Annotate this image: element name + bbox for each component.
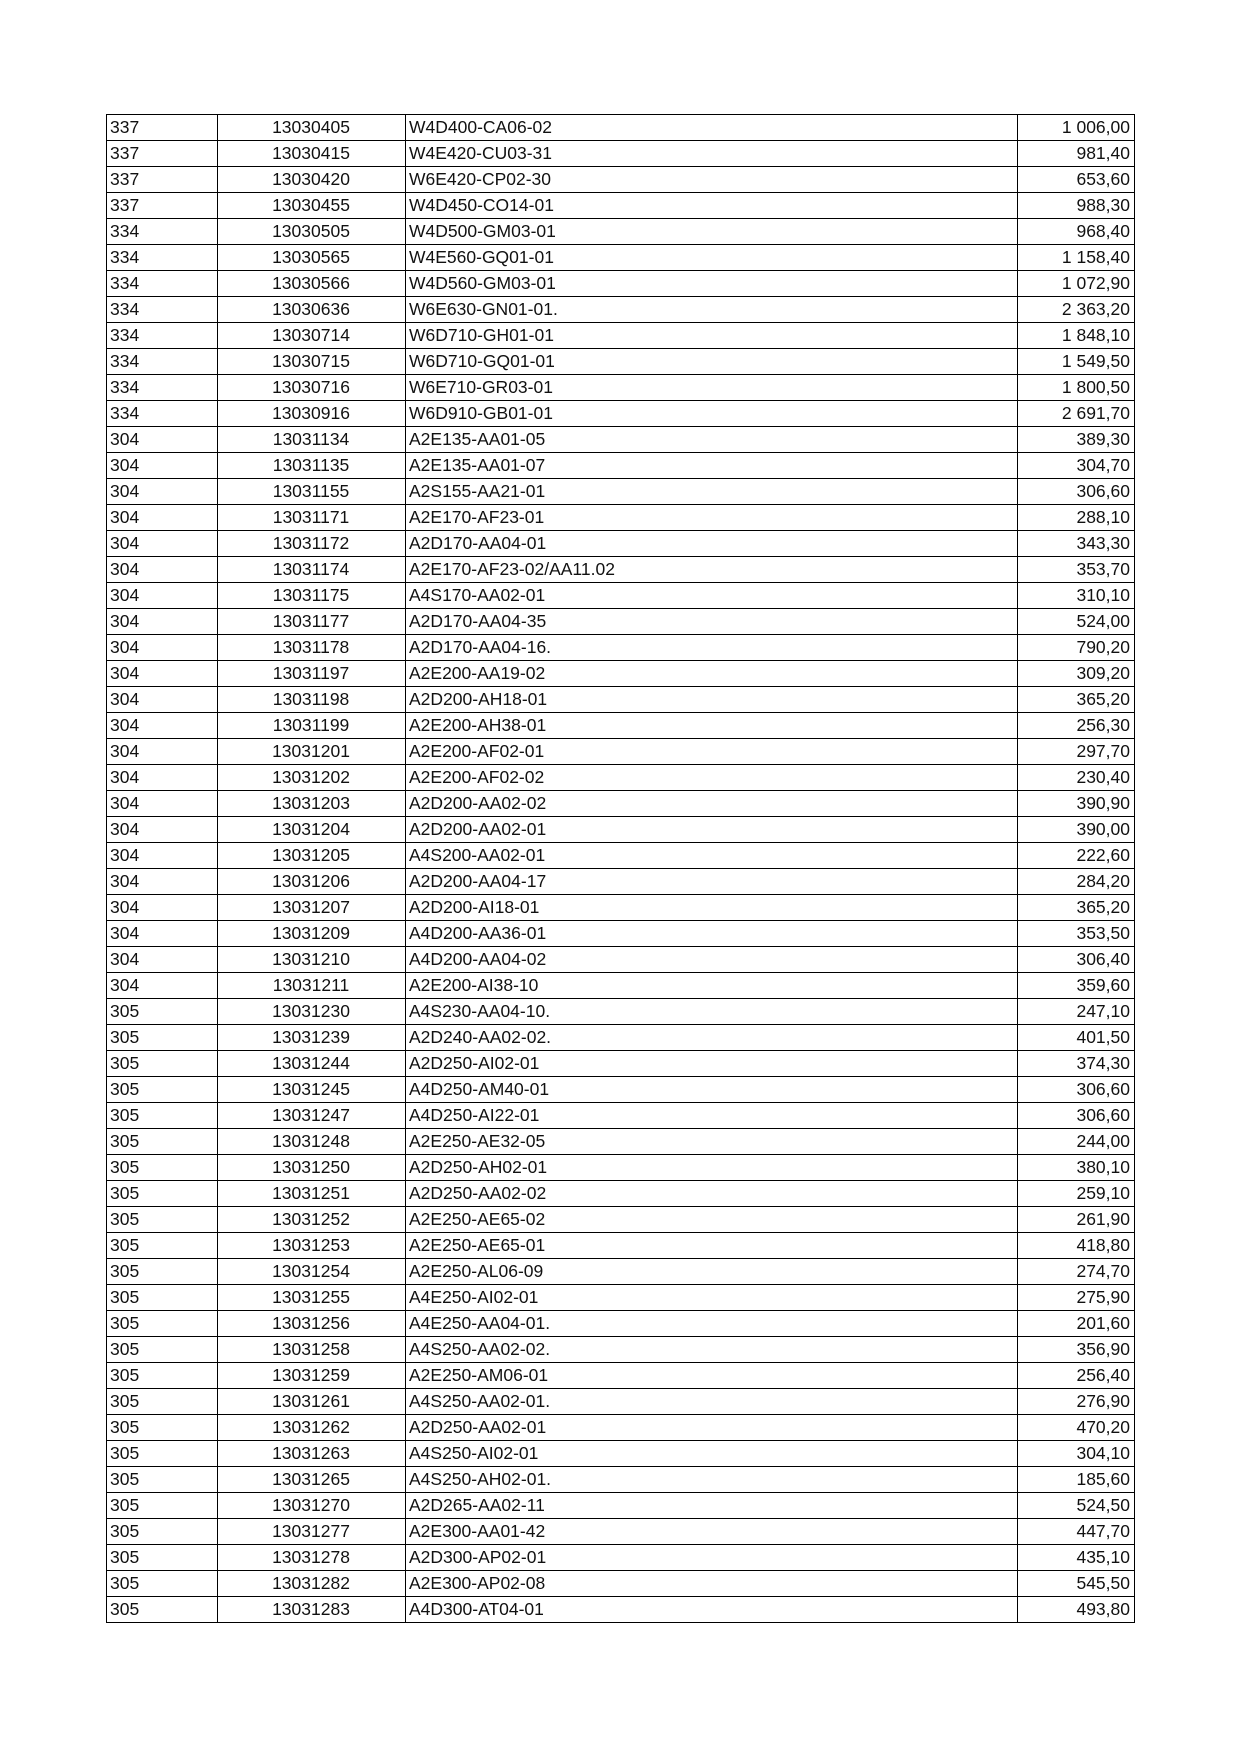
article-number-cell: 13031206 [218, 869, 406, 895]
group-code-cell: 304 [107, 921, 218, 947]
price-cell: 275,90 [1018, 1285, 1135, 1311]
table-row [107, 739, 1135, 765]
group-code-cell: 334 [107, 375, 218, 401]
reference-cell: A4S200-AA02-01 [406, 843, 1018, 869]
article-number-cell: 13030566 [218, 271, 406, 297]
group-code-cell: 304 [107, 817, 218, 843]
price-cell: 297,70 [1018, 739, 1135, 765]
reference-cell: A2D200-AI18-01 [406, 895, 1018, 921]
price-cell: 401,50 [1018, 1025, 1135, 1051]
price-cell: 389,30 [1018, 427, 1135, 453]
table-row [107, 1051, 1135, 1077]
group-code-cell: 305 [107, 1467, 218, 1493]
table-row [107, 843, 1135, 869]
group-code-cell: 337 [107, 115, 218, 141]
price-cell: 988,30 [1018, 193, 1135, 219]
table-row [107, 1597, 1135, 1623]
price-cell: 968,40 [1018, 219, 1135, 245]
table-row [107, 1337, 1135, 1363]
group-code-cell: 337 [107, 141, 218, 167]
table-row [107, 1519, 1135, 1545]
price-cell: 247,10 [1018, 999, 1135, 1025]
table-row [107, 1467, 1135, 1493]
reference-cell: A2D250-AA02-02 [406, 1181, 1018, 1207]
group-code-cell: 304 [107, 739, 218, 765]
table-row [107, 1129, 1135, 1155]
reference-cell: A4D250-AI22-01 [406, 1103, 1018, 1129]
price-cell: 365,20 [1018, 895, 1135, 921]
reference-cell: A2D250-AH02-01 [406, 1155, 1018, 1181]
table-row [107, 349, 1135, 375]
reference-cell: A2E200-AA19-02 [406, 661, 1018, 687]
reference-cell: A2D200-AA02-02 [406, 791, 1018, 817]
reference-cell: A2E170-AF23-01 [406, 505, 1018, 531]
article-number-cell: 13031174 [218, 557, 406, 583]
group-code-cell: 334 [107, 271, 218, 297]
price-cell: 306,60 [1018, 1077, 1135, 1103]
group-code-cell: 304 [107, 531, 218, 557]
table-row [107, 531, 1135, 557]
group-code-cell: 337 [107, 193, 218, 219]
article-number-cell: 13031207 [218, 895, 406, 921]
reference-cell: W6D910-GB01-01 [406, 401, 1018, 427]
price-cell: 201,60 [1018, 1311, 1135, 1337]
price-cell: 1 006,00 [1018, 115, 1135, 141]
price-cell: 259,10 [1018, 1181, 1135, 1207]
table-row [107, 193, 1135, 219]
price-table [106, 114, 1135, 1623]
table-row [107, 999, 1135, 1025]
reference-cell: A2D240-AA02-02. [406, 1025, 1018, 1051]
reference-cell: A2E250-AE32-05 [406, 1129, 1018, 1155]
table-row [107, 1181, 1135, 1207]
table-row [107, 115, 1135, 141]
article-number-cell: 13031204 [218, 817, 406, 843]
article-number-cell: 13031202 [218, 765, 406, 791]
group-code-cell: 305 [107, 1441, 218, 1467]
table-row [107, 505, 1135, 531]
price-cell: 274,70 [1018, 1259, 1135, 1285]
article-number-cell: 13031244 [218, 1051, 406, 1077]
article-number-cell: 13030916 [218, 401, 406, 427]
table-row [107, 817, 1135, 843]
article-number-cell: 13031261 [218, 1389, 406, 1415]
table-row [107, 713, 1135, 739]
reference-cell: A2D170-AA04-16. [406, 635, 1018, 661]
group-code-cell: 305 [107, 1545, 218, 1571]
reference-cell: A2E200-AH38-01 [406, 713, 1018, 739]
price-cell: 981,40 [1018, 141, 1135, 167]
group-code-cell: 304 [107, 453, 218, 479]
reference-cell: A4S250-AA02-02. [406, 1337, 1018, 1363]
article-number-cell: 13031252 [218, 1207, 406, 1233]
article-number-cell: 13031259 [218, 1363, 406, 1389]
article-number-cell: 13030636 [218, 297, 406, 323]
article-number-cell: 13031254 [218, 1259, 406, 1285]
reference-cell: A4D250-AM40-01 [406, 1077, 1018, 1103]
reference-cell: A4D200-AA04-02 [406, 947, 1018, 973]
price-cell: 1 800,50 [1018, 375, 1135, 401]
article-number-cell: 13031135 [218, 453, 406, 479]
price-cell: 261,90 [1018, 1207, 1135, 1233]
table-row [107, 921, 1135, 947]
price-cell: 256,30 [1018, 713, 1135, 739]
group-code-cell: 305 [107, 1415, 218, 1441]
group-code-cell: 304 [107, 973, 218, 999]
reference-cell: A2E250-AM06-01 [406, 1363, 1018, 1389]
group-code-cell: 334 [107, 219, 218, 245]
price-cell: 524,00 [1018, 609, 1135, 635]
price-cell: 1 549,50 [1018, 349, 1135, 375]
group-code-cell: 305 [107, 1233, 218, 1259]
price-cell: 222,60 [1018, 843, 1135, 869]
group-code-cell: 334 [107, 245, 218, 271]
price-cell: 356,90 [1018, 1337, 1135, 1363]
reference-cell: A2D200-AH18-01 [406, 687, 1018, 713]
table-row [107, 1415, 1135, 1441]
price-cell: 343,30 [1018, 531, 1135, 557]
reference-cell: W4D400-CA06-02 [406, 115, 1018, 141]
table-row [107, 1259, 1135, 1285]
reference-cell: A2D200-AA04-17 [406, 869, 1018, 895]
group-code-cell: 304 [107, 713, 218, 739]
price-cell: 306,60 [1018, 1103, 1135, 1129]
table-row [107, 427, 1135, 453]
article-number-cell: 13031255 [218, 1285, 406, 1311]
article-number-cell: 13031155 [218, 479, 406, 505]
article-number-cell: 13031253 [218, 1233, 406, 1259]
table-row [107, 1233, 1135, 1259]
price-cell: 359,60 [1018, 973, 1135, 999]
reference-cell: A4S250-AH02-01. [406, 1467, 1018, 1493]
article-number-cell: 13031209 [218, 921, 406, 947]
article-number-cell: 13031277 [218, 1519, 406, 1545]
table-row [107, 1311, 1135, 1337]
article-number-cell: 13030714 [218, 323, 406, 349]
article-number-cell: 13031282 [218, 1571, 406, 1597]
article-number-cell: 13030565 [218, 245, 406, 271]
article-number-cell: 13030716 [218, 375, 406, 401]
price-cell: 435,10 [1018, 1545, 1135, 1571]
group-code-cell: 304 [107, 505, 218, 531]
reference-cell: A2D300-AP02-01 [406, 1545, 1018, 1571]
table-row [107, 141, 1135, 167]
price-cell: 244,00 [1018, 1129, 1135, 1155]
reference-cell: W6D710-GQ01-01 [406, 349, 1018, 375]
group-code-cell: 304 [107, 557, 218, 583]
table-row [107, 1025, 1135, 1051]
article-number-cell: 13031211 [218, 973, 406, 999]
table-row [107, 453, 1135, 479]
reference-cell: A2D170-AA04-35 [406, 609, 1018, 635]
table-row [107, 557, 1135, 583]
reference-cell: A4E250-AA04-01. [406, 1311, 1018, 1337]
price-cell: 524,50 [1018, 1493, 1135, 1519]
article-number-cell: 13031203 [218, 791, 406, 817]
article-number-cell: 13030455 [218, 193, 406, 219]
table-row [107, 765, 1135, 791]
group-code-cell: 305 [107, 1207, 218, 1233]
price-cell: 306,60 [1018, 479, 1135, 505]
price-cell: 790,20 [1018, 635, 1135, 661]
price-cell: 304,70 [1018, 453, 1135, 479]
article-number-cell: 13030505 [218, 219, 406, 245]
reference-cell: A2E300-AP02-08 [406, 1571, 1018, 1597]
table-row [107, 609, 1135, 635]
group-code-cell: 305 [107, 1519, 218, 1545]
group-code-cell: 304 [107, 635, 218, 661]
reference-cell: A4S170-AA02-01 [406, 583, 1018, 609]
table-row [107, 479, 1135, 505]
reference-cell: A2E135-AA01-07 [406, 453, 1018, 479]
price-table-body [107, 115, 1135, 1623]
article-number-cell: 13031134 [218, 427, 406, 453]
reference-cell: A2D250-AA02-01 [406, 1415, 1018, 1441]
group-code-cell: 305 [107, 999, 218, 1025]
price-cell: 380,10 [1018, 1155, 1135, 1181]
group-code-cell: 304 [107, 869, 218, 895]
table-row [107, 1441, 1135, 1467]
article-number-cell: 13031278 [218, 1545, 406, 1571]
table-row [107, 1155, 1135, 1181]
price-cell: 1 072,90 [1018, 271, 1135, 297]
price-cell: 447,70 [1018, 1519, 1135, 1545]
table-row [107, 375, 1135, 401]
table-row [107, 687, 1135, 713]
reference-cell: W4E560-GQ01-01 [406, 245, 1018, 271]
group-code-cell: 304 [107, 427, 218, 453]
price-cell: 284,20 [1018, 869, 1135, 895]
price-cell: 306,40 [1018, 947, 1135, 973]
group-code-cell: 305 [107, 1493, 218, 1519]
reference-cell: A2E170-AF23-02/AA11.02 [406, 557, 1018, 583]
table-row [107, 661, 1135, 687]
article-number-cell: 13031210 [218, 947, 406, 973]
article-number-cell: 13031171 [218, 505, 406, 531]
price-cell: 418,80 [1018, 1233, 1135, 1259]
reference-cell: W6E630-GN01-01. [406, 297, 1018, 323]
article-number-cell: 13031178 [218, 635, 406, 661]
article-number-cell: 13031258 [218, 1337, 406, 1363]
reference-cell: A2E250-AE65-01 [406, 1233, 1018, 1259]
group-code-cell: 305 [107, 1259, 218, 1285]
price-cell: 304,10 [1018, 1441, 1135, 1467]
article-number-cell: 13031201 [218, 739, 406, 765]
price-cell: 185,60 [1018, 1467, 1135, 1493]
reference-cell: W4D450-CO14-01 [406, 193, 1018, 219]
article-number-cell: 13031248 [218, 1129, 406, 1155]
article-number-cell: 13031270 [218, 1493, 406, 1519]
table-row [107, 323, 1135, 349]
table-row [107, 583, 1135, 609]
group-code-cell: 304 [107, 609, 218, 635]
table-row [107, 635, 1135, 661]
reference-cell: W6E420-CP02-30 [406, 167, 1018, 193]
group-code-cell: 305 [107, 1311, 218, 1337]
reference-cell: A2D200-AA02-01 [406, 817, 1018, 843]
group-code-cell: 305 [107, 1129, 218, 1155]
price-cell: 256,40 [1018, 1363, 1135, 1389]
group-code-cell: 334 [107, 401, 218, 427]
group-code-cell: 304 [107, 947, 218, 973]
table-row [107, 245, 1135, 271]
price-cell: 276,90 [1018, 1389, 1135, 1415]
article-number-cell: 13031263 [218, 1441, 406, 1467]
price-cell: 374,30 [1018, 1051, 1135, 1077]
price-cell: 353,50 [1018, 921, 1135, 947]
reference-cell: W4E420-CU03-31 [406, 141, 1018, 167]
article-number-cell: 13031247 [218, 1103, 406, 1129]
reference-cell: A2E200-AI38-10 [406, 973, 1018, 999]
table-row [107, 1545, 1135, 1571]
article-number-cell: 13031251 [218, 1181, 406, 1207]
reference-cell: A2E250-AE65-02 [406, 1207, 1018, 1233]
table-row [107, 1493, 1135, 1519]
table-row [107, 1389, 1135, 1415]
reference-cell: A4E250-AI02-01 [406, 1285, 1018, 1311]
reference-cell: A2E200-AF02-01 [406, 739, 1018, 765]
article-number-cell: 13031205 [218, 843, 406, 869]
reference-cell: A2E135-AA01-05 [406, 427, 1018, 453]
reference-cell: A2D170-AA04-01 [406, 531, 1018, 557]
price-cell: 653,60 [1018, 167, 1135, 193]
table-row [107, 1207, 1135, 1233]
price-cell: 353,70 [1018, 557, 1135, 583]
table-row [107, 271, 1135, 297]
table-row [107, 791, 1135, 817]
reference-cell: A4S250-AA02-01. [406, 1389, 1018, 1415]
group-code-cell: 334 [107, 297, 218, 323]
price-cell: 493,80 [1018, 1597, 1135, 1623]
group-code-cell: 304 [107, 479, 218, 505]
group-code-cell: 304 [107, 687, 218, 713]
table-row [107, 869, 1135, 895]
group-code-cell: 304 [107, 765, 218, 791]
article-number-cell: 13030405 [218, 115, 406, 141]
price-cell: 390,00 [1018, 817, 1135, 843]
reference-cell: A2D265-AA02-11 [406, 1493, 1018, 1519]
price-cell: 365,20 [1018, 687, 1135, 713]
group-code-cell: 304 [107, 895, 218, 921]
table-row [107, 1363, 1135, 1389]
group-code-cell: 305 [107, 1103, 218, 1129]
table-row [107, 297, 1135, 323]
group-code-cell: 305 [107, 1571, 218, 1597]
reference-cell: A2E250-AL06-09 [406, 1259, 1018, 1285]
article-number-cell: 13031177 [218, 609, 406, 635]
article-number-cell: 13031198 [218, 687, 406, 713]
group-code-cell: 305 [107, 1597, 218, 1623]
reference-cell: A2S155-AA21-01 [406, 479, 1018, 505]
reference-cell: A4S250-AI02-01 [406, 1441, 1018, 1467]
article-number-cell: 13031172 [218, 531, 406, 557]
reference-cell: A4D300-AT04-01 [406, 1597, 1018, 1623]
article-number-cell: 13031283 [218, 1597, 406, 1623]
article-number-cell: 13031245 [218, 1077, 406, 1103]
article-number-cell: 13031199 [218, 713, 406, 739]
price-cell: 1 848,10 [1018, 323, 1135, 349]
article-number-cell: 13031197 [218, 661, 406, 687]
article-number-cell: 13030715 [218, 349, 406, 375]
article-number-cell: 13031239 [218, 1025, 406, 1051]
group-code-cell: 334 [107, 349, 218, 375]
price-cell: 2 363,20 [1018, 297, 1135, 323]
article-number-cell: 13031250 [218, 1155, 406, 1181]
reference-cell: W4D560-GM03-01 [406, 271, 1018, 297]
group-code-cell: 305 [107, 1155, 218, 1181]
price-cell: 2 691,70 [1018, 401, 1135, 427]
group-code-cell: 305 [107, 1389, 218, 1415]
price-cell: 1 158,40 [1018, 245, 1135, 271]
group-code-cell: 305 [107, 1181, 218, 1207]
table-row [107, 219, 1135, 245]
reference-cell: W6D710-GH01-01 [406, 323, 1018, 349]
group-code-cell: 304 [107, 583, 218, 609]
price-cell: 545,50 [1018, 1571, 1135, 1597]
table-row [107, 1077, 1135, 1103]
article-number-cell: 13031265 [218, 1467, 406, 1493]
price-cell: 310,10 [1018, 583, 1135, 609]
table-row [107, 895, 1135, 921]
price-cell: 309,20 [1018, 661, 1135, 687]
table-row [107, 947, 1135, 973]
reference-cell: W4D500-GM03-01 [406, 219, 1018, 245]
article-number-cell: 13031262 [218, 1415, 406, 1441]
reference-cell: W6E710-GR03-01 [406, 375, 1018, 401]
reference-cell: A2E200-AF02-02 [406, 765, 1018, 791]
article-number-cell: 13031230 [218, 999, 406, 1025]
group-code-cell: 305 [107, 1285, 218, 1311]
table-row [107, 1571, 1135, 1597]
price-cell: 288,10 [1018, 505, 1135, 531]
table-row [107, 1103, 1135, 1129]
group-code-cell: 305 [107, 1025, 218, 1051]
table-row [107, 167, 1135, 193]
group-code-cell: 305 [107, 1363, 218, 1389]
group-code-cell: 337 [107, 167, 218, 193]
group-code-cell: 334 [107, 323, 218, 349]
table-row [107, 401, 1135, 427]
group-code-cell: 305 [107, 1337, 218, 1363]
article-number-cell: 13030415 [218, 141, 406, 167]
group-code-cell: 304 [107, 791, 218, 817]
price-cell: 230,40 [1018, 765, 1135, 791]
table-row [107, 973, 1135, 999]
table-row [107, 1285, 1135, 1311]
reference-cell: A2E300-AA01-42 [406, 1519, 1018, 1545]
reference-cell: A4S230-AA04-10. [406, 999, 1018, 1025]
price-cell: 390,90 [1018, 791, 1135, 817]
group-code-cell: 304 [107, 843, 218, 869]
price-cell: 470,20 [1018, 1415, 1135, 1441]
group-code-cell: 304 [107, 661, 218, 687]
group-code-cell: 305 [107, 1077, 218, 1103]
article-number-cell: 13031256 [218, 1311, 406, 1337]
group-code-cell: 305 [107, 1051, 218, 1077]
article-number-cell: 13031175 [218, 583, 406, 609]
article-number-cell: 13030420 [218, 167, 406, 193]
reference-cell: A2D250-AI02-01 [406, 1051, 1018, 1077]
reference-cell: A4D200-AA36-01 [406, 921, 1018, 947]
